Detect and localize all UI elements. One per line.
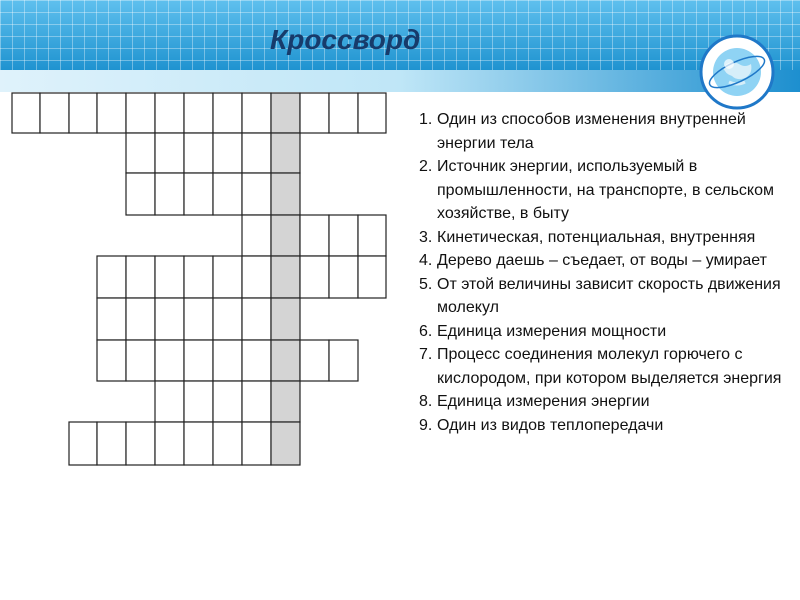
clue-item (419, 343, 789, 390)
crossword-cell[interactable] (97, 422, 126, 465)
clue-list (419, 108, 789, 437)
clue-number: 5. (419, 275, 433, 293)
crossword-cell[interactable] (155, 93, 184, 133)
crossword-key-cell[interactable] (271, 298, 300, 340)
crossword-cell[interactable] (184, 93, 213, 133)
crossword-cell[interactable] (69, 422, 97, 465)
crossword-cell[interactable] (300, 93, 329, 133)
crossword-cell[interactable] (97, 93, 126, 133)
crossword-cell[interactable] (213, 340, 242, 381)
crossword-key-cell[interactable] (271, 381, 300, 422)
crossword-key-cell[interactable] (271, 93, 300, 133)
crossword-cell[interactable] (213, 422, 242, 465)
clue-item (419, 249, 789, 273)
clue-text: Источник энергии, используемый в промышленности, на транспорте, в сельском хозяйстве, в быту (437, 158, 775, 222)
crossword-key-cell[interactable] (271, 422, 300, 465)
clue-number: 1. (419, 111, 433, 128)
crossword-cell[interactable] (242, 422, 271, 465)
crossword-cell[interactable] (213, 381, 242, 422)
crossword-cell[interactable] (184, 173, 213, 215)
clue-number: 9. (419, 416, 433, 434)
clue-item (419, 320, 789, 344)
crossword-cell[interactable] (358, 215, 386, 256)
clue-text: Кинетическая, потенциальная, внутренняя (437, 228, 756, 246)
crossword-cell[interactable] (242, 173, 271, 215)
crossword-cell[interactable] (126, 422, 155, 465)
crossword-cell[interactable] (155, 422, 184, 465)
crossword-cell[interactable] (126, 298, 155, 340)
clue-number: 3. (419, 228, 433, 246)
crossword-cell[interactable] (329, 93, 358, 133)
crossword-cell[interactable] (155, 133, 184, 173)
clue-number: 2. (419, 158, 433, 175)
crossword-cell[interactable] (300, 340, 329, 381)
crossword-cell[interactable] (155, 298, 184, 340)
crossword-cell[interactable] (242, 340, 271, 381)
slide-title: Кроссворд (270, 24, 421, 55)
crossword-cell[interactable] (242, 215, 271, 256)
crossword-cell[interactable] (300, 256, 329, 298)
crossword-cell[interactable] (97, 298, 126, 340)
crossword-cell[interactable] (155, 173, 184, 215)
crossword-cell[interactable] (213, 93, 242, 133)
crossword-cell[interactable] (184, 298, 213, 340)
crossword-cell[interactable] (97, 340, 126, 381)
clue-item (419, 273, 789, 320)
clue-text: Единица измерения энергии (437, 393, 650, 410)
clue-text: Процесс соединения молекул горючего с кислородом, при котором выделяется энергия (437, 346, 782, 387)
crossword-cell[interactable] (184, 422, 213, 465)
crossword-cell[interactable] (69, 93, 97, 133)
crossword-key-cell[interactable] (271, 173, 300, 215)
crossword-cell[interactable] (329, 215, 358, 256)
clue-text: Один из видов теплопередачи (437, 416, 664, 434)
crossword-cell[interactable] (242, 298, 271, 340)
crossword-key-cell[interactable] (271, 133, 300, 173)
clue-number: 4. (419, 252, 433, 269)
crossword-cell[interactable] (213, 256, 242, 298)
crossword-cell[interactable] (358, 256, 386, 298)
crossword-cell[interactable] (40, 93, 69, 133)
clue-item (419, 108, 789, 155)
crossword-cell[interactable] (242, 256, 271, 298)
clue-item (419, 414, 789, 438)
crossword-cell[interactable] (184, 340, 213, 381)
crossword-cell[interactable] (184, 133, 213, 173)
crossword-cell[interactable] (126, 340, 155, 381)
clue-number: 8. (419, 393, 433, 410)
crossword-cell[interactable] (97, 256, 126, 298)
crossword-cell[interactable] (12, 93, 40, 133)
crossword-cell[interactable] (155, 340, 184, 381)
crossword-cell[interactable] (126, 133, 155, 173)
crossword-cell[interactable] (126, 256, 155, 298)
crossword-cell[interactable] (126, 93, 155, 133)
clue-number: 7. (419, 346, 433, 363)
crossword-cell[interactable] (213, 298, 242, 340)
crossword-cell[interactable] (329, 340, 358, 381)
crossword-cell[interactable] (300, 215, 329, 256)
crossword-cell[interactable] (155, 381, 184, 422)
crossword-key-cell[interactable] (271, 340, 300, 381)
crossword-cell[interactable] (329, 256, 358, 298)
clue-text: Один из способов изменения внутренней энергии тела (437, 111, 746, 152)
clue-item (419, 155, 789, 226)
clue-text: От этой величины зависит скорость движения молекул (437, 275, 781, 316)
crossword-cell[interactable] (358, 93, 386, 133)
clue-item (419, 226, 789, 250)
crossword-cell[interactable] (184, 381, 213, 422)
crossword-cell[interactable] (242, 381, 271, 422)
crossword-cell[interactable] (213, 173, 242, 215)
crossword-cell[interactable] (126, 173, 155, 215)
crossword-cell[interactable] (184, 256, 213, 298)
clue-item (419, 390, 789, 414)
crossword-cell[interactable] (155, 256, 184, 298)
clue-text: Единица измерения мощности (437, 322, 667, 340)
crossword-cell[interactable] (213, 133, 242, 173)
crossword-cell[interactable] (242, 133, 271, 173)
crossword-key-cell[interactable] (271, 215, 300, 256)
clue-text: Дерево даешь – съедает, от воды – умирает (437, 252, 767, 269)
crossword-cell[interactable] (242, 93, 271, 133)
crossword-key-cell[interactable] (271, 256, 300, 298)
clue-number: 6. (419, 322, 433, 340)
